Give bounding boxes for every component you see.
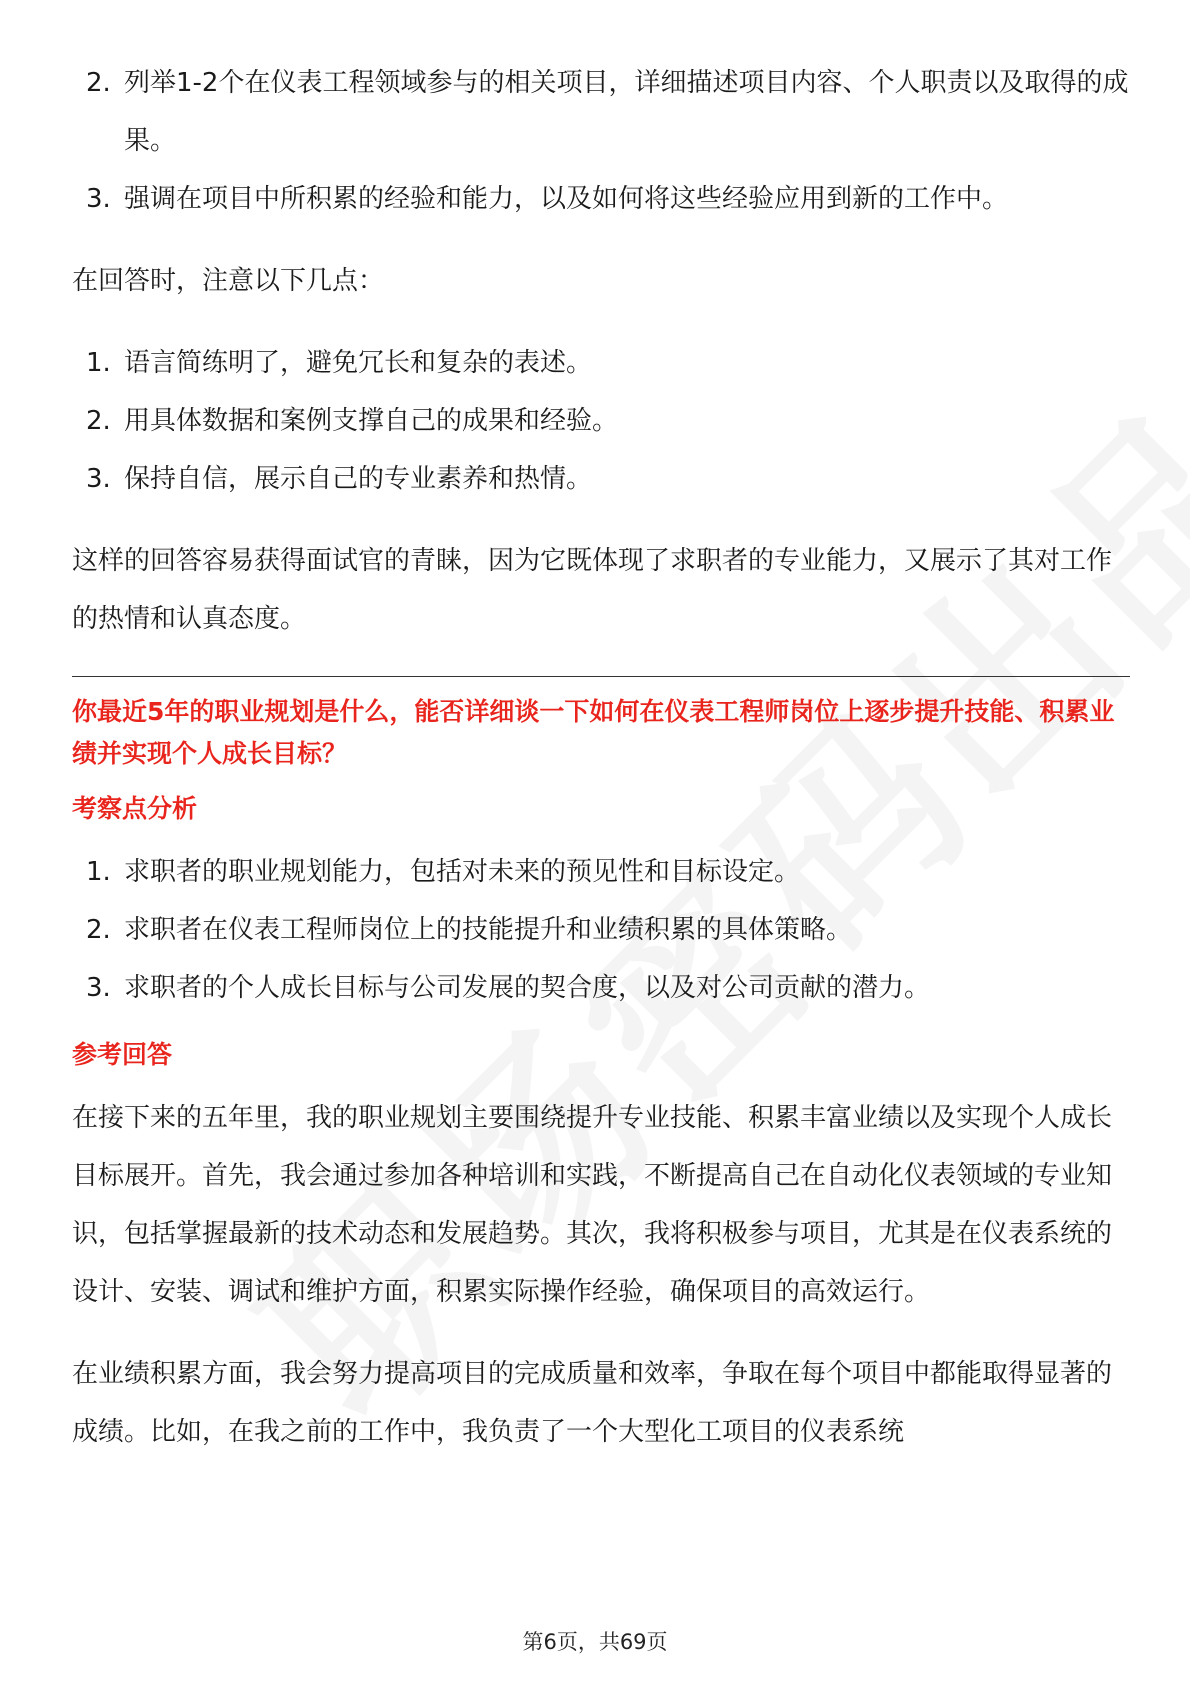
list-text: 用具体数据和案例支撑自己的成果和经验。 bbox=[124, 406, 619, 436]
list-text: 求职者的职业规划能力，包括对未来的预见性和目标设定。 bbox=[124, 857, 801, 887]
list-number: 2. bbox=[86, 915, 111, 945]
list-item bbox=[72, 54, 1130, 170]
list-item bbox=[72, 450, 1130, 508]
page-footer: 第6页，共69页 bbox=[522, 1630, 668, 1654]
list-number: 2. bbox=[86, 406, 111, 436]
list-text: 强调在项目中所积累的经验和能力，以及如何将这些经验应用到新的工作中。 bbox=[124, 184, 1009, 214]
notes-list bbox=[72, 334, 1130, 508]
list-number: 2. bbox=[86, 68, 111, 98]
list-number: 3. bbox=[86, 464, 111, 494]
list-item bbox=[72, 334, 1130, 392]
answer-heading: 参考回答 bbox=[72, 1040, 173, 1069]
summary-paragraph: 这样的回答容易获得面试官的青睐，因为它既体现了求职者的专业能力，又展示了其对工作的热情和认真态度。 bbox=[72, 546, 1113, 634]
analysis-list bbox=[72, 843, 1130, 1017]
list-text: 保持自信，展示自己的专业素养和热情。 bbox=[124, 464, 593, 494]
analysis-heading: 考察点分析 bbox=[72, 794, 198, 823]
list-number: 3. bbox=[86, 973, 111, 1003]
list-text: 语言简练明了，避免冗长和复杂的表述。 bbox=[124, 348, 593, 378]
list-item bbox=[72, 392, 1130, 450]
list-number: 1. bbox=[86, 348, 111, 378]
answer-paragraph: 在接下来的五年里，我的职业规划主要围绕提升专业技能、积累丰富业绩以及实现个人成长目标展开。首先，我会通过参加各种培训和实践，不断提高自己在自动化仪表领域的专业知识，包括掌握最新的技术动态和发展趋势。其次，我将积极参与项目，尤其是在仪表系统的设计、安装、调试和维护方面，积累实际操作经验，确保项目的高效运行。 bbox=[72, 1103, 1113, 1307]
list-item bbox=[72, 843, 1130, 901]
list-item bbox=[72, 170, 1130, 228]
list-text: 列举1-2个在仪表工程领域参与的相关项目，详细描述项目内容、个人职责以及取得的成果。 bbox=[124, 68, 1129, 156]
intro-list bbox=[72, 54, 1130, 228]
page-content bbox=[72, 54, 1130, 1461]
notes-intro: 在回答时，注意以下几点： bbox=[72, 266, 385, 296]
question-title: 你最近5年的职业规划是什么，能否详细谈一下如何在仪表工程师岗位上逐步提升技能、积累业绩并实现个人成长目标？ bbox=[72, 697, 1115, 768]
list-item bbox=[72, 901, 1130, 959]
list-text: 求职者的个人成长目标与公司发展的契合度，以及对公司贡献的潜力。 bbox=[124, 973, 931, 1003]
list-number: 3. bbox=[86, 184, 111, 214]
list-text: 求职者在仪表工程师岗位上的技能提升和业绩积累的具体策略。 bbox=[124, 915, 853, 945]
list-number: 1. bbox=[86, 857, 111, 887]
answer-paragraph: 在业绩积累方面，我会努力提高项目的完成质量和效率，争取在每个项目中都能取得显著的成绩。比如，在我之前的工作中，我负责了一个大型化工项目的仪表系统 bbox=[72, 1359, 1113, 1447]
list-item bbox=[72, 959, 1130, 1017]
section-divider bbox=[72, 676, 1130, 677]
